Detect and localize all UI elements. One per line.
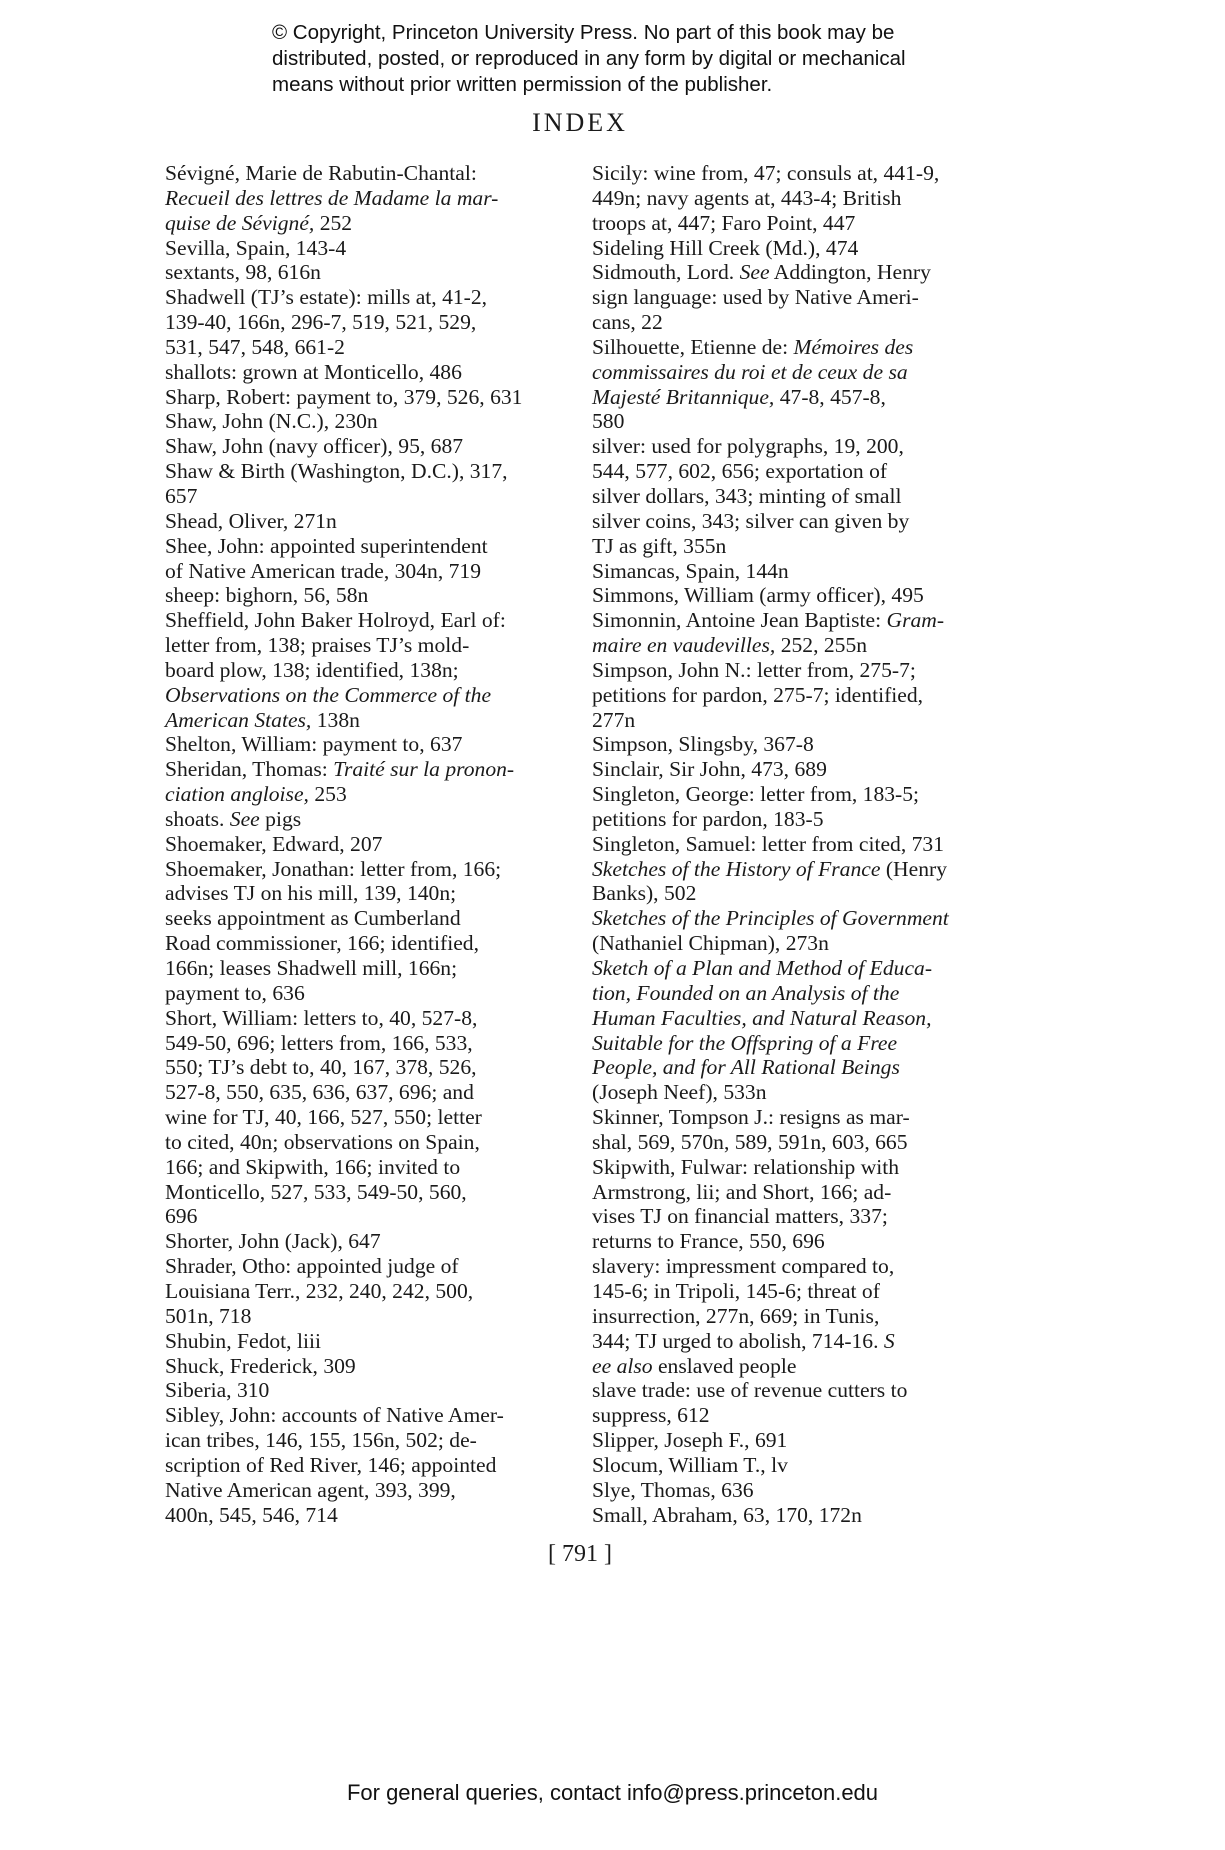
index-entry-line: [165, 608, 575, 633]
entry-text: to cited, 40n; observations on Spain,: [165, 1129, 480, 1154]
entry-text: 449n; navy agents at, 443-4; British: [592, 185, 902, 210]
italic-text: See: [739, 260, 770, 285]
index-entry-line: [165, 1428, 575, 1453]
index-entry-line: [592, 1353, 1004, 1379]
entry-text: Shoemaker, Edward, 207: [165, 831, 383, 856]
copyright-notice: [272, 20, 992, 98]
entry-text: Slipper, Joseph F., 691: [592, 1428, 788, 1453]
index-entry-line: [165, 1105, 575, 1130]
index-entry-line: [592, 732, 1004, 757]
entry-text: Native American agent, 393, 399,: [165, 1477, 456, 1502]
entry-text: 527-8, 550, 635, 636, 637, 696; and: [165, 1080, 474, 1105]
entry-text: 501n, 718: [165, 1303, 252, 1328]
index-entry-line: [592, 260, 1004, 285]
index-entry-line: [592, 185, 1004, 211]
copyright-line: distributed, posted, or reproduced in any form by digital or mechanical: [272, 47, 906, 70]
footer-contact: For general queries, contact info@press.princeton.edu: [346, 1780, 879, 1805]
index-entry: [165, 608, 575, 732]
index-entry: [165, 409, 575, 434]
index-entry: [592, 1503, 1004, 1528]
index-entry-line: [165, 459, 575, 484]
index-entry-line: [592, 1204, 1004, 1229]
index-entry-line: [165, 782, 575, 807]
index-entry-line: [165, 1179, 575, 1205]
entry-text: Shadwell (TJ’s estate): mills at, 41-2,: [165, 285, 488, 310]
index-entry: [165, 1354, 575, 1379]
entry-text: Sheridan, Thomas:: [165, 757, 334, 782]
index-entry-line: [165, 359, 575, 385]
entry-text: Sibley, John: accounts of Native Amer-: [165, 1403, 504, 1428]
entry-text: shoats.: [165, 806, 230, 831]
entry-text: Sheffield, John Baker Holroyd, Earl of:: [165, 608, 506, 633]
italic-text: American States,: [165, 707, 312, 732]
index-column-left: [165, 161, 575, 1527]
entry-text: Shoemaker, Jonathan: letter from, 166;: [165, 856, 502, 881]
index-entry: [165, 1378, 575, 1403]
index-entry: [592, 1155, 1004, 1254]
index-entry-line: [592, 285, 1004, 310]
index-entry-line: [165, 583, 575, 608]
index-entry-line: [592, 1055, 1004, 1080]
index-entry-line: [165, 1502, 575, 1528]
index-entry-line: [592, 434, 1004, 459]
entry-text: sheep: bighorn, 56, 58n: [165, 583, 369, 608]
entry-text: Skipwith, Fulwar: relationship with: [592, 1154, 900, 1179]
index-entry-line: [165, 1328, 575, 1354]
index-entry-line: [165, 1080, 575, 1105]
index-entry-line: [592, 508, 1004, 534]
index-entry-line: [165, 558, 575, 584]
entry-text: Simonnin, Antoine Jean Baptiste:: [592, 608, 887, 633]
index-entry-line: [592, 558, 1004, 584]
index-entry-line: [592, 1154, 1004, 1180]
entry-text: shallots: grown at Monticello, 486: [165, 359, 462, 384]
entry-text: 549-50, 696; letters from, 166, 533,: [165, 1030, 473, 1055]
index-entry-line: [165, 508, 575, 534]
index-entry-line: [592, 1105, 1004, 1130]
index-entry-line: [592, 1328, 1004, 1354]
entry-text: Simpson, Slingsby, 367-8: [592, 732, 814, 757]
index-entry-line: [165, 856, 575, 882]
index-entry-line: [592, 1477, 1004, 1503]
index-entry: [592, 161, 1004, 236]
entry-text: ican tribes, 146, 155, 156n, 502; de-: [165, 1428, 477, 1453]
italic-text: People, and for All Rational Beings: [592, 1055, 900, 1080]
entry-text: Shaw & Birth (Washington, D.C.), 317,: [165, 459, 508, 484]
index-entry-line: [165, 310, 575, 335]
entry-text: slave trade: use of revenue cutters to: [592, 1378, 908, 1403]
entry-text: Simmons, William (army officer), 495: [592, 583, 924, 608]
index-entry-line: [592, 1428, 1004, 1453]
index-entry: [592, 832, 1004, 857]
index-entry-line: [165, 1477, 575, 1503]
index-entry: [165, 260, 575, 285]
index-entry-line: [165, 210, 575, 236]
entry-text: 277n: [592, 707, 636, 732]
entry-text: silver dollars, 343; minting of small: [592, 483, 902, 508]
entry-text: slavery: impressment compared to,: [592, 1254, 895, 1279]
index-entry: [165, 236, 575, 261]
index-entry-line: [165, 533, 575, 559]
entry-text: Silhouette, Etienne de:: [592, 334, 794, 359]
entry-text: enslaved people: [652, 1353, 797, 1378]
entry-text: advises TJ on his mill, 139, 140n;: [165, 881, 457, 906]
entry-text: 145-6; in Tripoli, 145-6; threat of: [592, 1278, 880, 1303]
index-entry-line: [592, 608, 1004, 633]
entry-text: 47-8, 457-8,: [774, 384, 886, 409]
italic-text: ciation angloise,: [165, 782, 309, 807]
index-entry-line: [165, 980, 575, 1006]
entry-text: of Native American trade, 304n, 719: [165, 558, 482, 583]
index-entry: [165, 459, 575, 509]
index-entry: [592, 1378, 1004, 1428]
index-entry-line: [592, 657, 1004, 683]
italic-text: quise de Sévigné,: [165, 210, 315, 235]
entry-text: Shubin, Fedot, liii: [165, 1328, 321, 1353]
index-entry-line: [592, 483, 1004, 509]
index-entry: [165, 807, 575, 832]
italic-text: maire en vaudevilles,: [592, 633, 776, 658]
entry-text: sextants, 98, 616n: [165, 260, 321, 285]
index-entry: [592, 236, 1004, 261]
copyright-line: © Copyright, Princeton University Press. No part of this book may be: [272, 21, 895, 44]
index-entry-line: [592, 1129, 1004, 1155]
index-entry-line: [592, 359, 1004, 385]
index-entry-line: [165, 260, 575, 285]
index-entry-line: [592, 980, 1004, 1006]
index-entry-line: [165, 831, 575, 857]
entry-text: Louisiana Terr., 232, 240, 242, 500,: [165, 1278, 474, 1303]
index-entry: [592, 906, 1004, 956]
index-entry-line: [165, 1229, 575, 1254]
entry-text: Sicily: wine from, 47; consuls at, 441-9,: [592, 161, 940, 185]
entry-text: Singleton, George: letter from, 183-5;: [592, 782, 920, 807]
index-entry-line: [592, 334, 1004, 360]
index-entry-line: [592, 1254, 1004, 1279]
index-entry: [165, 1403, 575, 1527]
index-entry-line: [165, 682, 575, 708]
index-entry: [165, 434, 575, 459]
index-entry-line: [165, 1303, 575, 1329]
index-entry-line: [592, 310, 1004, 335]
index-entry-line: [165, 285, 575, 310]
entry-text: 139-40, 166n, 296-7, 519, 521, 529,: [165, 310, 477, 335]
entry-text: Addington, Henry: [769, 260, 931, 285]
index-entry-line: [165, 334, 575, 360]
entry-text: 166; and Skipwith, 166; invited to: [165, 1154, 461, 1179]
entry-text: 696: [165, 1204, 198, 1229]
index-entry-line: [592, 1303, 1004, 1329]
entry-text: wine for TJ, 40, 166, 527, 550; letter: [165, 1105, 482, 1130]
index-entry-line: [165, 806, 575, 832]
entry-text: pigs: [259, 806, 302, 831]
entry-text: Simpson, John N.: letter from, 275-7;: [592, 657, 916, 682]
entry-text: (Nathaniel Chipman), 273n: [592, 931, 829, 956]
index-entry: [165, 1229, 575, 1254]
entry-text: silver coins, 343; silver can given by: [592, 508, 910, 533]
entry-text: Armstrong, lii; and Short, 166; ad-: [592, 1179, 892, 1204]
entry-text: 344; TJ urged to abolish, 714-16.: [592, 1328, 884, 1353]
index-entry-line: [592, 1080, 1004, 1105]
index-entry-line: [165, 931, 575, 956]
index-entry: [592, 434, 1004, 558]
index-entry-line: [592, 757, 1004, 782]
index-entry-line: [165, 1154, 575, 1180]
index-entry: [592, 608, 1004, 658]
index-entry-line: [592, 1502, 1004, 1528]
entry-text: Sinclair, Sir John, 473, 689: [592, 757, 827, 782]
index-entry-line: [592, 831, 1004, 857]
entry-text: Monticello, 527, 533, 549-50, 560,: [165, 1179, 467, 1204]
entry-text: Shuck, Frederick, 309: [165, 1353, 356, 1378]
index-column-right: [592, 161, 1004, 1527]
entry-text: petitions for pardon, 183-5: [592, 806, 824, 831]
index-entry-line: [592, 881, 1004, 906]
index-entry: [165, 757, 575, 807]
index-entry: [592, 260, 1004, 285]
entry-text: (Joseph Neef), 533n: [592, 1080, 767, 1105]
entry-text: Sidmouth, Lord.: [592, 260, 740, 285]
index-entry: [165, 285, 575, 360]
index-entry: [165, 857, 575, 1006]
entry-text: Skinner, Tompson J.: resigns as mar-: [592, 1105, 910, 1130]
index-entry-line: [592, 806, 1004, 832]
index-entry-line: [165, 1353, 575, 1379]
index-entry-line: [165, 1055, 575, 1080]
entry-text: Road commissioner, 166; identified,: [165, 931, 479, 956]
entry-text: 400n, 545, 546, 714: [165, 1502, 338, 1527]
index-entry-line: [165, 384, 575, 410]
index-entry: [592, 335, 1004, 434]
index-entry: [592, 1478, 1004, 1503]
index-entry-line: [592, 459, 1004, 484]
italic-text: tion, Founded on an Analysis of the: [592, 980, 900, 1005]
index-entry: [165, 583, 575, 608]
entry-text: Shaw, John (navy officer), 95, 687: [165, 434, 464, 459]
index-entry-line: [592, 931, 1004, 956]
index-entry: [592, 732, 1004, 757]
entry-text: Sharp, Robert: payment to, 379, 526, 631: [165, 384, 523, 409]
index-entry-line: [592, 1403, 1004, 1428]
index-entry-line: [592, 956, 1004, 981]
index-entry: [592, 583, 1004, 608]
index-entry: [592, 782, 1004, 832]
index-entry-line: [592, 1278, 1004, 1304]
index-entry-line: [165, 1254, 575, 1279]
entry-text: silver: used for polygraphs, 19, 200,: [592, 434, 904, 459]
entry-text: suppress, 612: [592, 1403, 710, 1428]
entry-text: Shaw, John (N.C.), 230n: [165, 409, 378, 434]
entry-text: vises TJ on financial matters, 337;: [592, 1204, 888, 1229]
italic-text: Recueil des lettres de Madame la mar-: [165, 185, 499, 210]
italic-text: S: [883, 1328, 895, 1353]
index-entry-line: [165, 881, 575, 906]
index-entry-line: [592, 235, 1004, 261]
italic-text: Traité sur la pronon-: [333, 757, 515, 782]
italic-text: Majesté Britannique,: [592, 384, 775, 409]
index-entry: [165, 1329, 575, 1354]
index-entry-line: [592, 1179, 1004, 1205]
index-entry: [592, 559, 1004, 584]
index-entry: [592, 757, 1004, 782]
index-entry: [592, 1105, 1004, 1155]
index-entry-line: [165, 906, 575, 931]
index-entry: [165, 360, 575, 385]
index-entry-line: [165, 732, 575, 757]
entry-text: Shee, John: appointed superintendent: [165, 533, 488, 558]
page-title: INDEX: [532, 108, 628, 137]
index-entry-line: [165, 1378, 575, 1403]
index-entry: [592, 956, 1004, 1105]
index-entry: [592, 857, 1004, 907]
index-entry: [592, 1453, 1004, 1478]
index-entry-line: [592, 856, 1004, 882]
index-entry-line: [165, 757, 575, 782]
index-entry-line: [165, 1403, 575, 1428]
index-entry-line: [165, 633, 575, 658]
index-entry-line: [592, 682, 1004, 708]
index-entry-line: [165, 434, 575, 459]
copyright-line: means without prior written permission of the publisher.: [272, 73, 773, 96]
entry-text: Banks), 502: [592, 881, 697, 906]
entry-text: scription of Red River, 146; appointed: [165, 1452, 497, 1477]
italic-text: Mémoires des: [793, 334, 914, 359]
entry-text: Simancas, Spain, 144n: [592, 558, 789, 583]
page-number: [ 791 ]: [548, 1541, 612, 1567]
index-entry: [165, 832, 575, 857]
index-entry-line: [165, 409, 575, 434]
italic-text: Gram-: [886, 608, 945, 633]
entry-text: troops at, 447; Faro Point, 447: [592, 210, 856, 235]
index-entry-line: [592, 1229, 1004, 1254]
index-entry: [165, 509, 575, 534]
entry-text: 252: [314, 210, 353, 235]
italic-text: ee also: [592, 1353, 653, 1378]
entry-text: Short, William: letters to, 40, 527-8,: [165, 1005, 478, 1030]
index-entry-line: [165, 1278, 575, 1304]
entry-text: 138n: [311, 707, 360, 732]
index-entry: [592, 1428, 1004, 1453]
italic-text: commissaires du roi et de ceux de sa: [592, 359, 908, 384]
index-entry-line: [592, 707, 1004, 733]
entry-text: Sévigné, Marie de Rabutin-Chantal:: [165, 161, 477, 185]
index-entry-line: [592, 1005, 1004, 1031]
index-entry: [165, 1254, 575, 1329]
entry-text: payment to, 636: [165, 980, 305, 1005]
index-entry: [165, 385, 575, 410]
index-entry-line: [592, 210, 1004, 236]
index-entry-line: [592, 533, 1004, 559]
entry-text: Sideling Hill Creek (Md.), 474: [592, 235, 859, 260]
entry-text: Shrader, Otho: appointed judge of: [165, 1254, 459, 1279]
index-entry: [165, 732, 575, 757]
entry-text: 550; TJ’s debt to, 40, 167, 378, 526,: [165, 1055, 477, 1080]
entry-text: board plow, 138; identified, 138n;: [165, 657, 459, 682]
index-entry-line: [165, 1005, 575, 1031]
index-entry-line: [592, 1378, 1004, 1403]
entry-text: Small, Abraham, 63, 170, 172n: [592, 1502, 862, 1527]
index-entry-line: [592, 161, 1004, 186]
index-entry-line: [165, 1204, 575, 1229]
entry-text: 166n; leases Shadwell mill, 166n;: [165, 956, 458, 980]
index-entry: [165, 534, 575, 584]
index-entry-line: [592, 782, 1004, 807]
index-entry-line: [165, 707, 575, 733]
entry-text: returns to France, 550, 696: [592, 1229, 825, 1254]
entry-text: Slye, Thomas, 636: [592, 1477, 754, 1502]
entry-text: TJ as gift, 355n: [592, 533, 727, 558]
entry-text: shal, 569, 570n, 589, 591n, 603, 665: [592, 1129, 908, 1154]
entry-text: insurrection, 277n, 669; in Tunis,: [592, 1303, 880, 1328]
index-entry-line: [165, 235, 575, 261]
entry-text: Shelton, William: payment to, 637: [165, 732, 463, 757]
index-entry-line: [165, 657, 575, 683]
index-entry-line: [592, 906, 1004, 931]
entry-text: 544, 577, 602, 656; exportation of: [592, 459, 888, 484]
entry-text: 657: [165, 483, 198, 508]
index-entry-line: [165, 1129, 575, 1155]
entry-text: petitions for pardon, 275-7; identified,: [592, 682, 924, 707]
index-entry-line: [165, 1452, 575, 1478]
index-entry: [592, 285, 1004, 335]
index-entry-line: [592, 583, 1004, 608]
italic-text: Sketches of the Principles of Government: [592, 906, 949, 931]
index-entry-line: [592, 1452, 1004, 1478]
italic-text: Sketch of a Plan and Method of Educa-: [592, 956, 933, 980]
entry-text: seeks appointment as Cumberland: [165, 906, 461, 931]
entry-text: 253: [308, 782, 347, 807]
entry-text: Shead, Oliver, 271n: [165, 508, 337, 533]
index-entry-line: [165, 161, 575, 186]
italic-text: Human Faculties, and Natural Reason,: [592, 1005, 932, 1030]
index-entry: [165, 161, 575, 236]
index-entry-line: [165, 483, 575, 509]
entry-text: 252, 255n: [775, 633, 868, 658]
entry-text: 580: [592, 409, 625, 434]
index-entry-line: [165, 1030, 575, 1056]
entry-text: Slocum, William T., lv: [592, 1452, 788, 1477]
entry-text: Shorter, John (Jack), 647: [165, 1229, 381, 1254]
italic-text: Sketches of the History of France: [592, 856, 881, 881]
entry-text: 531, 547, 548, 661-2: [165, 334, 345, 359]
entry-text: Sevilla, Spain, 143-4: [165, 235, 347, 260]
entry-text: cans, 22: [592, 310, 663, 335]
entry-text: Siberia, 310: [165, 1378, 270, 1403]
italic-text: Suitable for the Offspring of a Free: [592, 1030, 898, 1055]
index-entry-line: [592, 633, 1004, 658]
italic-text: See: [229, 806, 260, 831]
index-entry: [592, 658, 1004, 733]
italic-text: Observations on the Commerce of the: [165, 682, 492, 707]
index-entry: [165, 1006, 575, 1230]
entry-text: letter from, 138; praises TJ’s mold-: [165, 633, 470, 658]
index-entry-line: [165, 956, 575, 981]
index-entry-line: [592, 1030, 1004, 1056]
index-entry-line: [592, 409, 1004, 434]
index-entry-line: [592, 384, 1004, 410]
entry-text: Singleton, Samuel: letter from cited, 731: [592, 831, 945, 856]
index-entry: [592, 1254, 1004, 1378]
index-entry-line: [165, 185, 575, 211]
entry-text: sign language: used by Native Ameri-: [592, 285, 919, 310]
entry-text: (Henry: [880, 856, 947, 881]
